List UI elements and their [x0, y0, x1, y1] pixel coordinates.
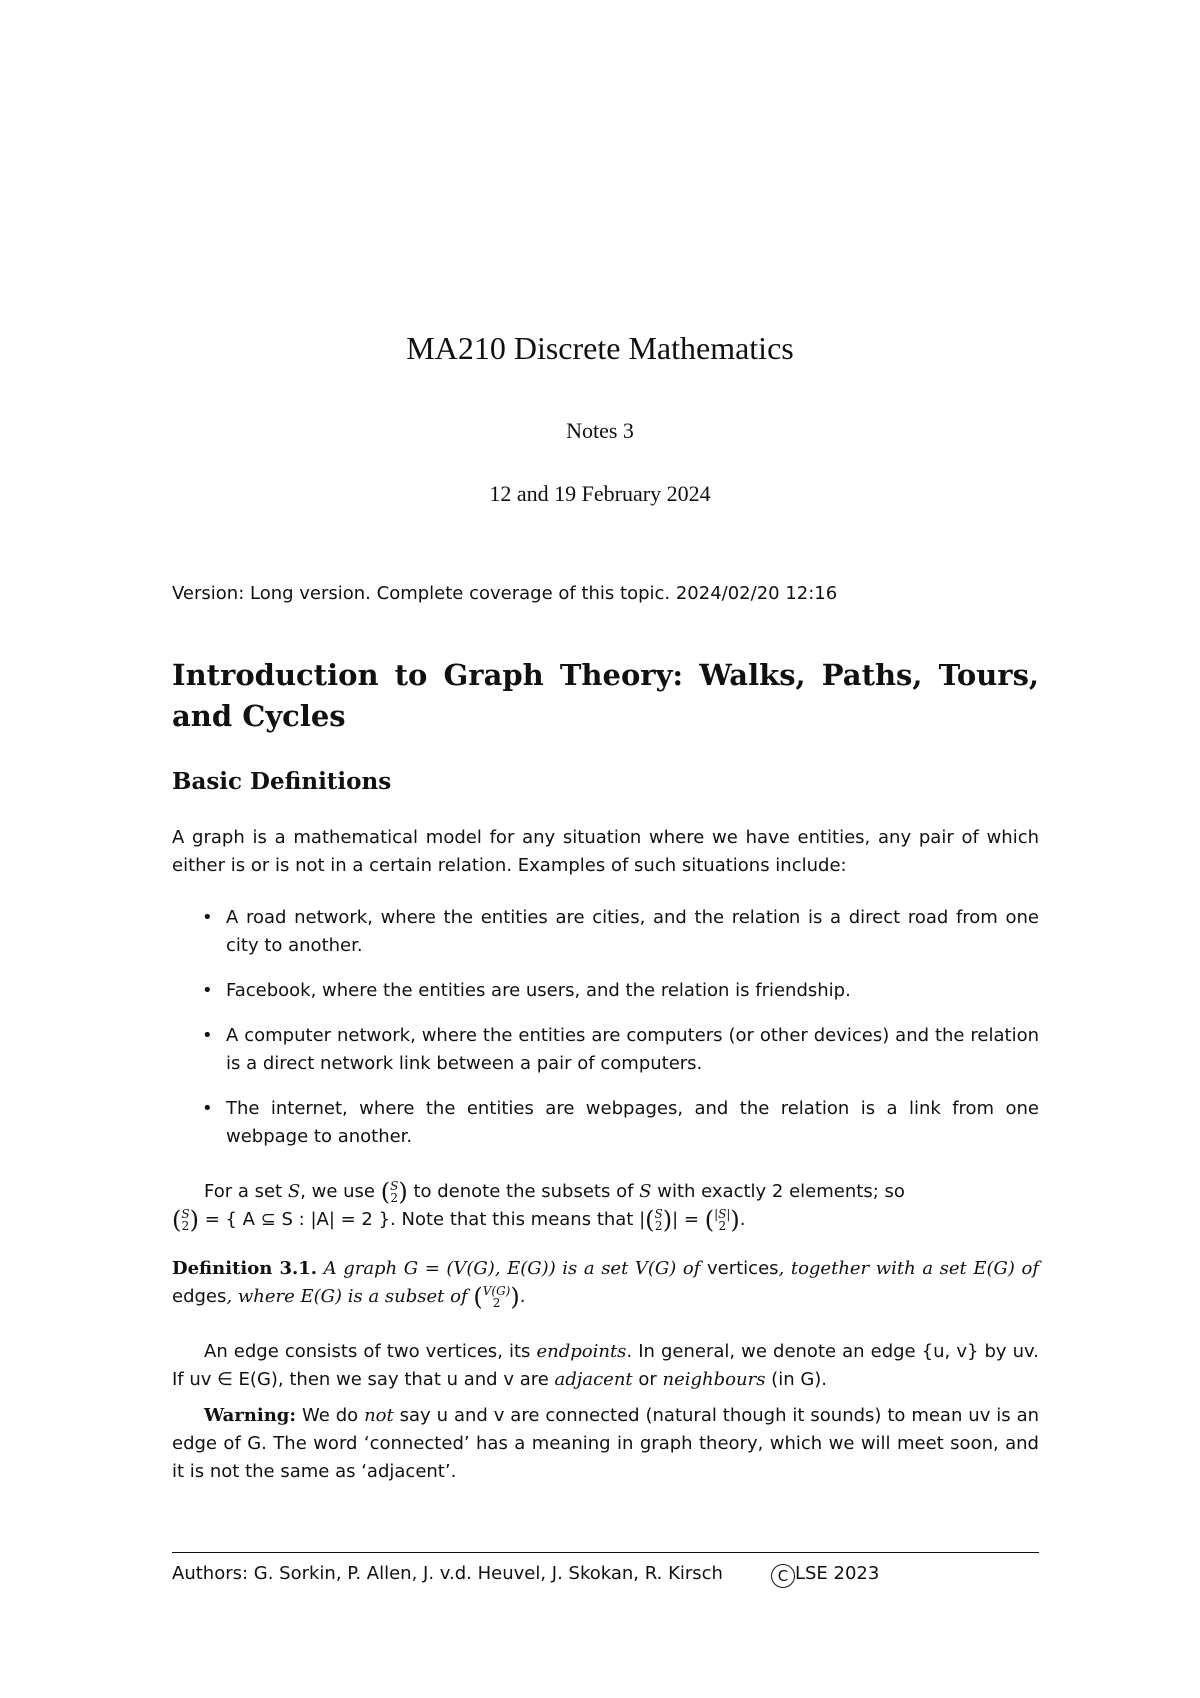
edge-paragraph: An edge consists of two vertices, its endpoints. In general, we denote an edge {u, v} by uv. If uv ∈ E(G), then we say that u and v are adjacent or neighbours (in G). — [172, 1341, 1039, 1390]
subsection-heading: Basic Definitions — [172, 768, 392, 795]
set-notation-paragraph: For a set S, we use ( S 2 ) to denote the subsets of S with exactly 2 elements; so ( S 2 ) = { A ⊆ S : |A| = 2 }. Note that this means that | ( S 2 ) | = ( |S| 2 ) . — [172, 1178, 905, 1234]
definition-label: Definition 3.1. — [172, 1258, 318, 1279]
list-item — [172, 977, 1039, 1005]
list-item — [172, 1095, 1039, 1151]
bullet-icon: • — [202, 907, 213, 928]
list-item — [172, 904, 1039, 960]
bullet-icon: • — [202, 1098, 213, 1119]
section-heading: Introduction to Graph Theory: Walks, Paths, Tours, and Cycles — [172, 658, 1039, 733]
list-item-text: A road network, where the entities are cities, and the relation is a direct road from one city to another. — [226, 907, 1039, 956]
footer — [172, 1560, 1039, 1588]
list-item-text: A computer network, where the entities are computers (or other devices) and the relation is a direct network link between a pair of computers. — [226, 1025, 1039, 1074]
definition-3-1: Definition 3.1. A graph G = (V(G), E(G)) is a set V(G) of vertices, together with a set E(G) of edges, where E(G) is a subset of ( V(G) 2 ) . — [172, 1258, 1039, 1311]
footer-copyright: C LSE 2023 — [771, 1563, 879, 1584]
footer-authors: Authors: G. Sorkin, P. Allen, J. v.d. Heuvel, J. Skokan, R. Kirsch — [172, 1563, 723, 1584]
list-item-text: Facebook, where the entities are users, and the relation is friendship. — [226, 980, 851, 1001]
examples-list — [172, 904, 1039, 1168]
copyright-icon: C — [771, 1564, 795, 1588]
intro-paragraph: A graph is a mathematical model for any situation where we have entities, any pair of which either is or is not in a certain relation. Examples of such situations include: — [172, 827, 1039, 876]
binomial-vg-2: ( V(G) 2 ) — [473, 1283, 520, 1311]
binomial-s-2: ( S 2 ) — [645, 1206, 673, 1234]
list-item — [172, 1022, 1039, 1078]
bullet-icon: • — [202, 1025, 213, 1046]
binomial-abs-s-2: ( |S| 2 ) — [704, 1206, 740, 1234]
binomial-s-2: ( S 2 ) — [380, 1178, 408, 1206]
warning-label: Warning: — [204, 1405, 297, 1426]
document-date: 12 and 19 February 2024 — [489, 481, 711, 506]
document-title: MA210 Discrete Mathematics — [406, 330, 794, 366]
bullet-icon: • — [202, 980, 213, 1001]
list-item-text: The internet, where the entities are webpages, and the relation is a link from one webpage to another. — [226, 1098, 1039, 1147]
version-line: Version: Long version. Complete coverage of this topic. 2024/02/20 12:16 — [172, 583, 838, 604]
footer-divider — [172, 1552, 1039, 1553]
document-subtitle: Notes 3 — [566, 418, 634, 443]
warning-paragraph: Warning: We do not say u and v are connected (natural though it sounds) to mean uv is an edge of G. The word ‘connected’ has a meaning in graph theory, which we will meet soon, and it is not the same as ‘adjacent’. — [172, 1405, 1040, 1482]
binomial-s-2: ( S 2 ) — [172, 1206, 199, 1234]
